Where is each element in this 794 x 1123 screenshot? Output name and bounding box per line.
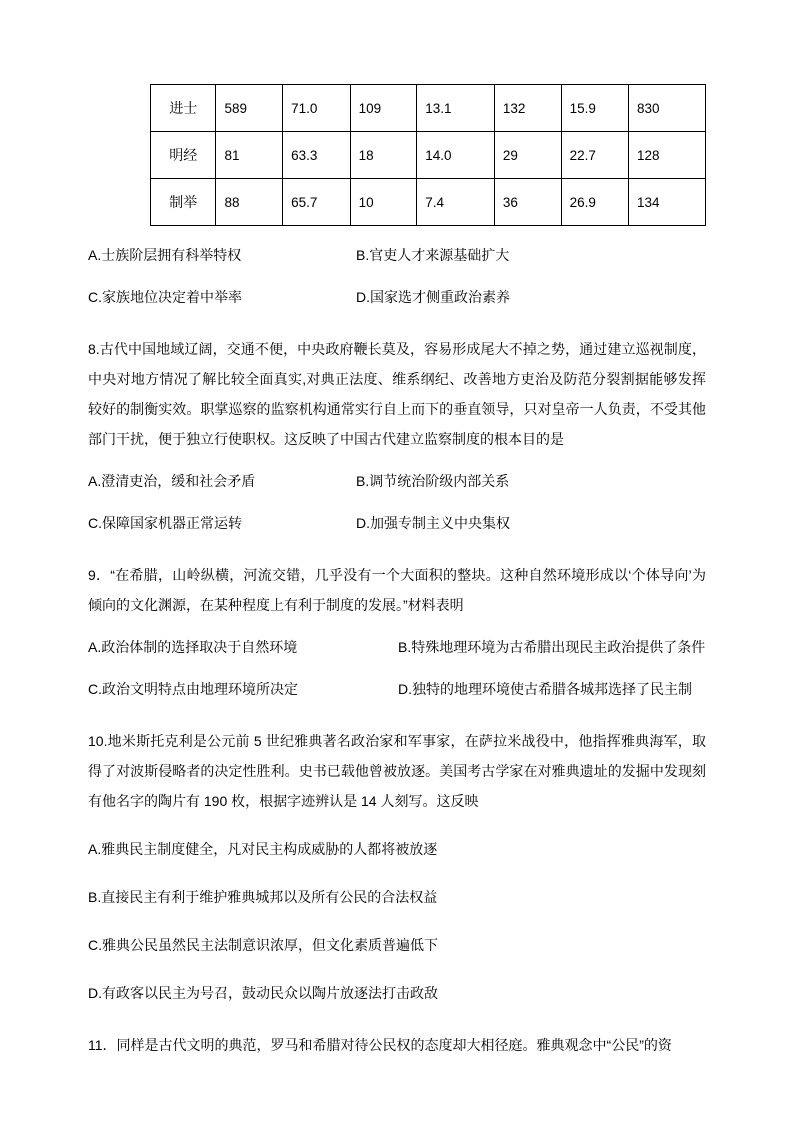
question-10-stem: 10.地米斯托克利是公元前 5 世纪雅典著名政治家和军事家，在萨拉米战役中，他指挥雅典海军，取得了对波斯侵略者的决定性胜利。史书已载他曾被放逐。美国考古学家在对雅典遗址的发掘中发现刻有他名字的陶片有 190 枚，根据字迹辨认是 14 人刻写。这反映	[88, 733, 706, 809]
option-c[interactable]: C.政治文明特点由地理环境所决定	[88, 681, 298, 697]
table-row-label: 明经	[151, 132, 216, 179]
question-10	[88, 726, 706, 1008]
table-row	[151, 132, 706, 179]
option-b[interactable]: B.直接民主有利于维护雅典城邦以及所有公民的合法权益	[88, 889, 438, 905]
option-a[interactable]: A.雅典民主制度健全，凡对民主构成威胁的人都将被放逐	[88, 841, 438, 857]
question-8	[88, 334, 706, 538]
table-cell: 65.7	[283, 179, 350, 226]
option-d[interactable]: D.有政客以民主为号召，鼓动民众以陶片放逐法打击政敌	[88, 985, 438, 1001]
table-row	[151, 85, 706, 132]
table-cell: 29	[494, 132, 561, 179]
table-row-label: 制举	[151, 179, 216, 226]
option-row	[88, 508, 706, 538]
table-cell: 63.3	[283, 132, 350, 179]
option-row	[88, 632, 706, 662]
question-8-stem: 8.古代中国地域辽阔，交通不便，中央政府鞭长莫及，容易形成尾大不掉之势，通过建立巡视制度，中央对地方情况了解比较全面真实,对典正法度、维系纲纪、改善地方吏治及防范分裂割据能够发挥较好的制衡实效。职掌巡察的监察机构通常实行自上而下的垂直领导，只对皇帝一人负责，不受其他部门干扰，便于独立行使职权。这反映了中国古代建立监察制度的根本目的是	[88, 341, 706, 447]
question-11-stem: 11．同样是古代文明的典范，罗马和希腊对待公民权的态度却大相径庭。雅典观念中“公民”的资	[88, 1037, 672, 1053]
table-cell: 36	[494, 179, 561, 226]
option-row	[88, 674, 706, 704]
option-c[interactable]: C.保障国家机器正常运转	[88, 515, 242, 531]
option-d[interactable]: D.国家选才侧重政治素养	[356, 289, 510, 305]
option-a[interactable]: A.澄清吏治，缓和社会矛盾	[88, 473, 256, 489]
question-11	[88, 1030, 706, 1060]
exam-data-table	[150, 84, 706, 226]
option-d[interactable]: D.独特的地理环境使古希腊各城邦选择了民主制	[398, 681, 692, 697]
option-c[interactable]: C.雅典公民虽然民主法制意识浓厚，但文化素质普遍低下	[88, 937, 438, 953]
table-cell: 71.0	[283, 85, 350, 132]
option-d[interactable]: D.加强专制主义中央集权	[356, 515, 510, 531]
table-cell: 88	[216, 179, 283, 226]
option-c[interactable]: C.家族地位决定着中举率	[88, 289, 242, 305]
table-cell: 14.0	[417, 132, 495, 179]
option-a[interactable]: A.士族阶层拥有科举特权	[88, 247, 242, 263]
option-row	[88, 240, 706, 270]
option-row	[88, 282, 706, 312]
table-cell: 7.4	[417, 179, 495, 226]
question-9	[88, 560, 706, 704]
table-cell: 128	[629, 132, 706, 179]
option-row	[88, 466, 706, 496]
exam-data-table-wrapper	[150, 84, 706, 226]
table-cell: 132	[494, 85, 561, 132]
option-b[interactable]: B.特殊地理环境为古希腊出现民主政治提供了条件	[398, 639, 706, 655]
question-9-stem: 9．“在希腊，山岭纵横，河流交错，几乎没有一个大面积的整块。这种自然环境形成以‘个体导向’为倾向的文化渊源，在某种程度上有利于制度的发展。”材料表明	[88, 567, 706, 613]
table-cell: 830	[629, 85, 706, 132]
option-b[interactable]: B.调节统治阶级内部关系	[356, 473, 510, 489]
table-cell: 22.7	[561, 132, 628, 179]
table-cell: 13.1	[417, 85, 495, 132]
option-a[interactable]: A.政治体制的选择取决于自然环境	[88, 639, 298, 655]
table-cell: 81	[216, 132, 283, 179]
option-b[interactable]: B.官吏人才来源基础扩大	[356, 247, 510, 263]
table-cell: 10	[350, 179, 417, 226]
table-row-label: 进士	[151, 85, 216, 132]
table-cell: 134	[629, 179, 706, 226]
table-cell: 15.9	[561, 85, 628, 132]
question-7-options	[88, 240, 706, 312]
table-cell: 589	[216, 85, 283, 132]
table-cell: 26.9	[561, 179, 628, 226]
table-row	[151, 179, 706, 226]
option-list	[88, 834, 706, 1008]
table-cell: 18	[350, 132, 417, 179]
table-cell: 109	[350, 85, 417, 132]
